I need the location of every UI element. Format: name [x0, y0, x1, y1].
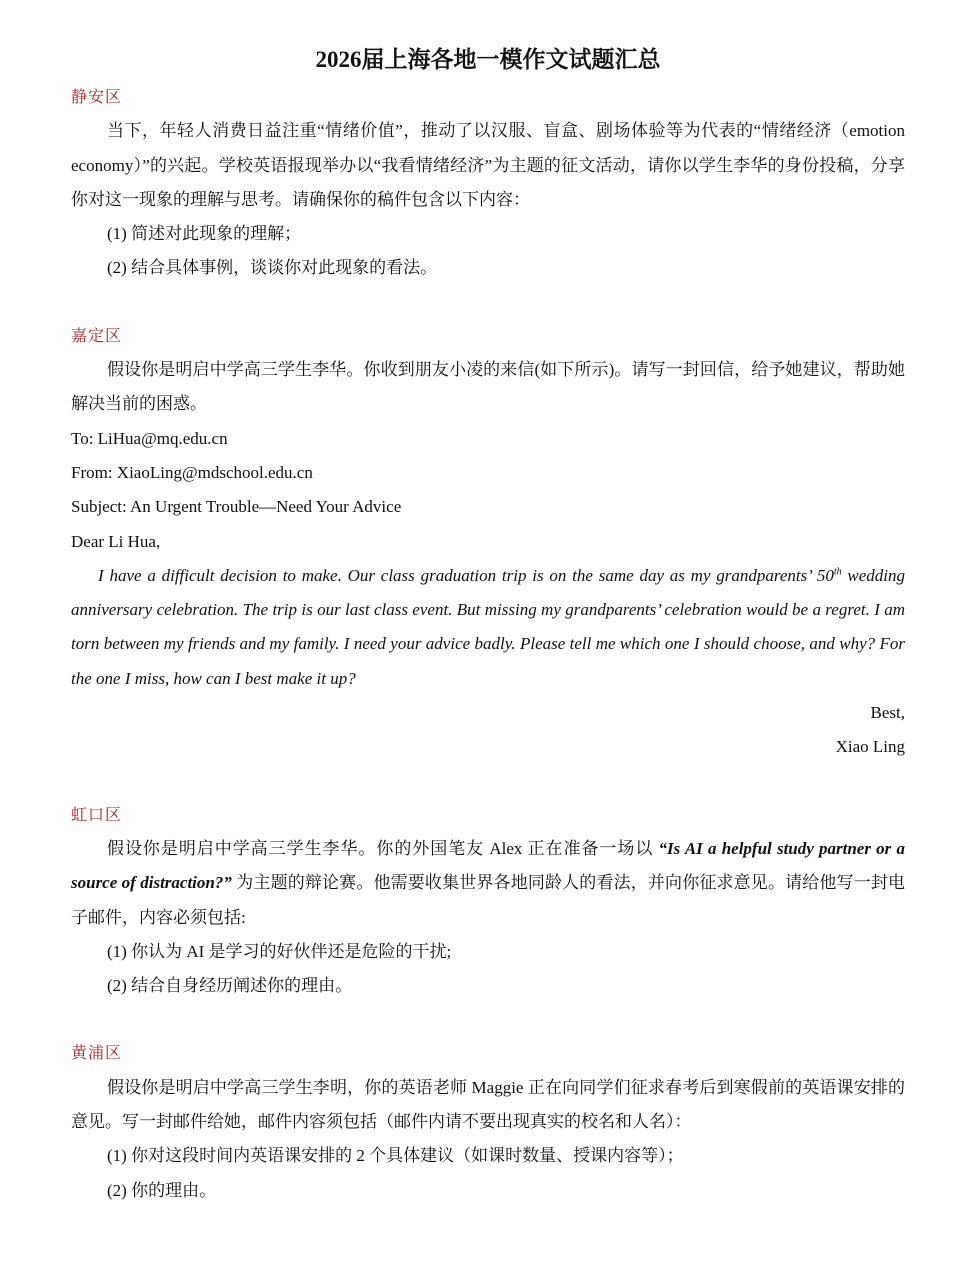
prompt-intro: 当下，年轻人消费日益注重“情绪价值”，推动了以汉服、盲盒、剧场体验等为代表的“情绪经济（emotion economy）”的兴起。学校英语报现举办以“我看情绪经济”为主题的征文活动，请你以学生李华的身份投稿，分享你对这一现象的理解与思考。请确保你的稿件包含以下内容： — [71, 121, 905, 209]
section-huangpu — [71, 1036, 905, 1207]
debate-topic: “Is AI a helpful study partner or a source of distraction?” — [71, 838, 906, 893]
letter-greeting: Dear Li Hua, — [71, 531, 161, 551]
district-heading: 嘉定区 — [71, 325, 123, 345]
letter-body — [71, 559, 905, 696]
requirement-item: (1) 你认为 AI 是学习的好伙伴还是危险的干扰; — [107, 941, 452, 961]
district-heading: 黄浦区 — [71, 1043, 123, 1063]
prompt-intro — [71, 832, 905, 935]
intro-part2: 为主题的辩论赛。他需要收集世界各地同龄人的看法，并向你征求意见。请给他写一封电子邮件，内容必须包括: — [71, 873, 906, 927]
document-page — [71, 40, 905, 1208]
section-hongkou — [71, 798, 905, 1004]
section-jingan — [71, 80, 905, 286]
email-to: To: LiHua@mq.edu.cn — [71, 428, 228, 448]
requirement-item: (2) 你的理由。 — [107, 1180, 217, 1200]
requirement-item: (2) 结合自身经历阐述你的理由。 — [107, 976, 353, 996]
prompt-intro: 假设你是明启中学高三学生李明，你的英语老师 Maggie 正在向同学们征求春考后到寒假前的英语课安排的意见。写一封邮件给她，邮件内容须包括（邮件内请不要出现真实的校名和人名）： — [71, 1077, 905, 1132]
requirement-item: (2) 结合具体事例，谈谈你对此现象的看法。 — [107, 258, 438, 278]
district-heading: 静安区 — [71, 87, 123, 106]
requirement-item: (1) 简述对此现象的理解； — [107, 224, 302, 244]
superscript-th: th — [833, 566, 842, 578]
document-title: 2026届上海各地一模作文试题汇总 — [315, 47, 661, 72]
letter-signature: Xiao Ling — [835, 737, 905, 757]
district-heading: 虹口区 — [71, 804, 123, 824]
intro-part1: 假设你是明启中学高三学生李华。你的外国笔友 Alex 正在准备一场以 — [107, 838, 659, 858]
email-subject: Subject: An Urgent Trouble—Need Your Advice — [71, 497, 402, 517]
letter-body-part1: I have a difficult decision to make. Our class graduation trip is on the same day as my grandparents’ 50 — [98, 565, 834, 585]
section-jiading — [71, 319, 905, 765]
email-from: From: XiaoLing@mdschool.edu.cn — [71, 462, 313, 482]
letter-closing: Best, — [870, 703, 905, 723]
requirement-item: (1) 你对这段时间内英语课安排的 2 个具体建议（如课时数量、授课内容等）； — [107, 1146, 684, 1166]
letter-body-part2: wedding anniversary celebration. The trip is our last class event. But missing my grandparents’ celebration would be a regret. I am torn between my friends and my family. I need your advice badly. Please tell me which one I should choose, and why? For the one I miss, how can I best make it up? — [71, 565, 906, 688]
prompt-intro: 假设你是明启中学高三学生李华。你收到朋友小凌的来信(如下所示)。请写一封回信，给予她建议，帮助她解决当前的困惑。 — [71, 360, 905, 414]
